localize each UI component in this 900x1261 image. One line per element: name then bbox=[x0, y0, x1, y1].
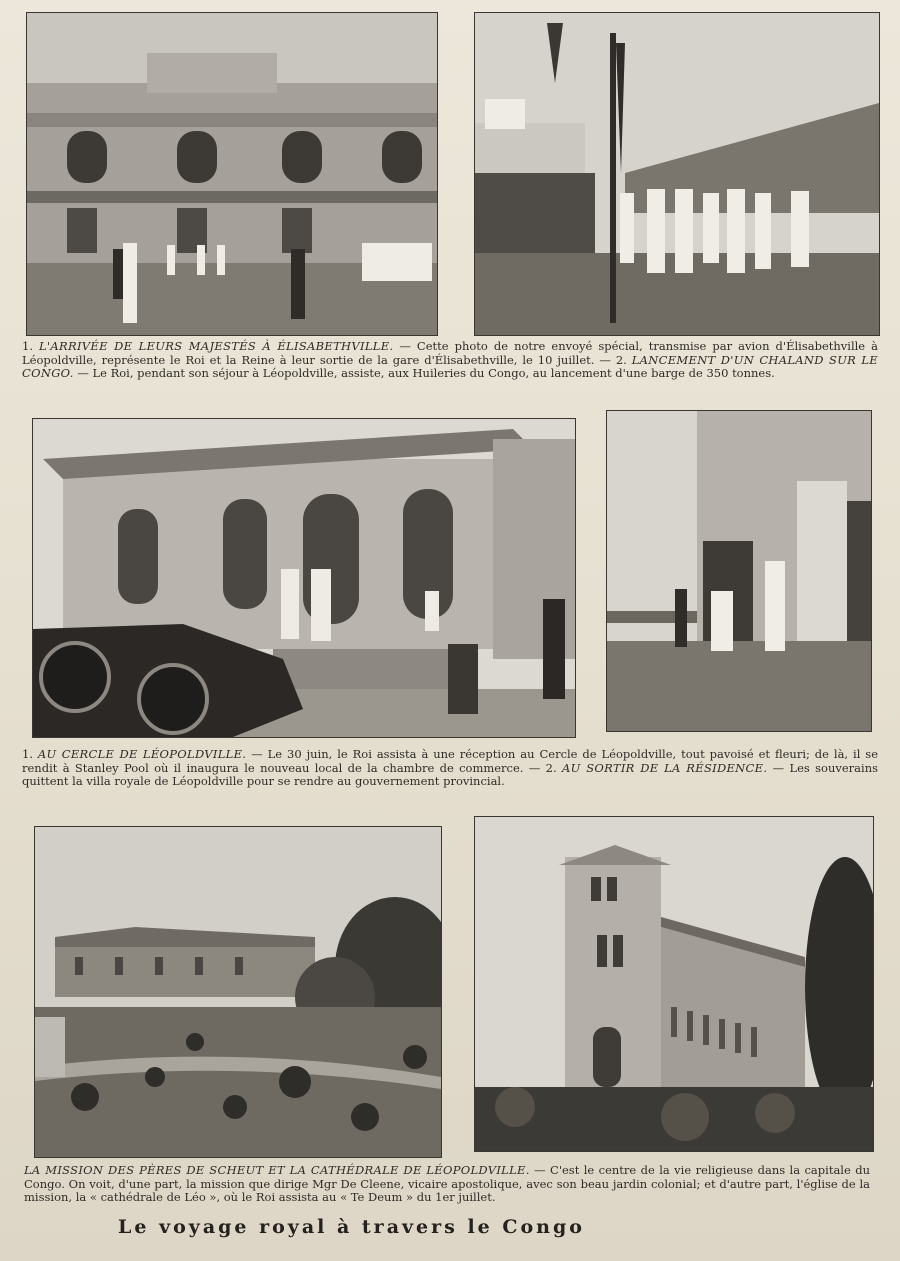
caption-text: — Le Roi, pendant son séjour à Léopoldville, assiste, aux Huileries du Congo, au lancement d'une barge de 350 tonnes. bbox=[77, 366, 775, 381]
caption-number: 1. bbox=[22, 339, 33, 353]
caption-text: — Les souverains quittent la villa royale de Léopoldville pour se rendre au gouvernement provincial. bbox=[22, 760, 879, 789]
caption-title: AU CERCLE DE LÉOPOLDVILLE. bbox=[37, 747, 247, 761]
photo-leopoldville-cathedral bbox=[474, 816, 874, 1152]
photo-elisabethville-station bbox=[26, 12, 438, 336]
caption-row-one bbox=[22, 340, 878, 381]
page-headline: Le voyage royal à travers le Congo bbox=[118, 1216, 585, 1238]
photo-barge-launch bbox=[474, 12, 880, 336]
caption-number: 1. bbox=[22, 747, 33, 761]
caption-number: 2. bbox=[545, 760, 557, 775]
photo-cercle-leopoldville bbox=[32, 418, 576, 738]
photo-residence-exit bbox=[606, 410, 872, 732]
caption-title: LANCEMENT D'UN CHALAND SUR LE CONGO. bbox=[22, 352, 879, 381]
caption-title: L'ARRIVÉE DE LEURS MAJESTÉS À ÉLISABETHVILLE. bbox=[39, 339, 394, 353]
caption-title: LA MISSION DES PÈRES DE SCHEUT ET LA CATHÉDRALE DE LÉOPOLDVILLE. bbox=[24, 1163, 530, 1177]
caption-title: AU SORTIR DE LA RÉSIDENCE. bbox=[561, 760, 768, 775]
caption-row-three bbox=[24, 1164, 870, 1205]
caption-text: — C'est le centre de la vie religieuse dans la capitale du Congo. On voit, d'une part, la mission que dirige Mgr De Cleene, vicaire apostolique, avec son beau jardin colonial; et d'autre part, l'église de la mission, la « cathédrale de Léo », où le Roi assista au « Te Deum » du 1er juillet. bbox=[24, 1163, 870, 1205]
caption-number: 2. bbox=[615, 352, 627, 367]
photo-scheut-mission-garden bbox=[34, 826, 442, 1158]
caption-text: — Le 30 juin, le Roi assista à une réception au Cercle de Léopoldville, tout pavoisé et fleuri; de là, il se rendit à Stanley Pool où il inaugura le nouveau local de la chambre de commerce. — bbox=[22, 747, 879, 775]
caption-text: — Cette photo de notre envoyé spécial, transmise par avion d'Élisabethville à Léopoldville, représente le Roi et la Reine à leur sortie de la gare d'Élisabethville, le 10 juillet. — bbox=[22, 339, 879, 367]
caption-row-two bbox=[22, 748, 878, 789]
